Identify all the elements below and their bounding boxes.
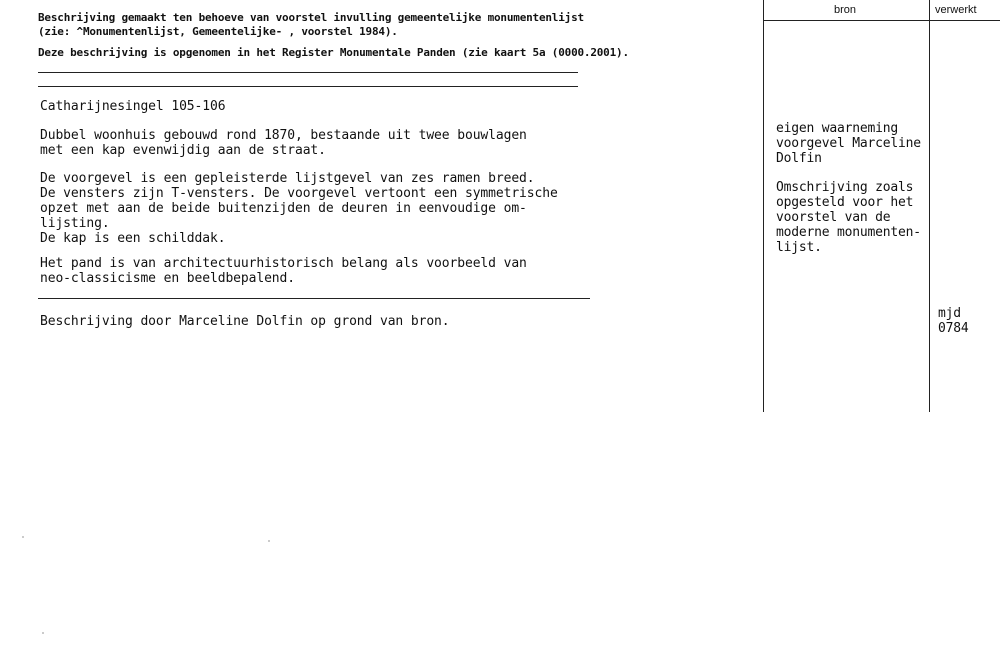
description-paragraph-1: Dubbel woonhuis gebouwd rond 1870, bestaande uit twee bouwlagen met een kap evenwijdig aan de straat. <box>40 128 527 158</box>
scan-speck <box>268 540 270 542</box>
divider-rule <box>38 298 590 299</box>
source-entry-2: Omschrijving zoals opgesteld voor het voorstel van de moderne monumenten- lijst. <box>776 180 921 255</box>
description-paragraph-3: Het pand is van architectuurhistorisch belang als voorbeeld van neo-classicisme en beeldbepalend. <box>40 256 527 286</box>
column-header-rule <box>763 20 1000 21</box>
scan-speck <box>42 632 44 634</box>
author-footer: Beschrijving door Marceline Dolfin op grond van bron. <box>40 314 450 329</box>
column-border-left <box>763 0 764 412</box>
description-paragraph-2: De voorgevel is een gepleisterde lijstgevel van zes ramen breed. De vensters zijn T-vensters. De voorgevel vertoont een symmetrische opzet met aan de beide buitenzijden de deuren in eenvoudige om- lijsting. De kap is een schilddak. <box>40 171 558 246</box>
column-header-verwerkt: verwerkt <box>935 4 977 16</box>
column-border-middle <box>929 0 930 412</box>
divider-rule <box>38 86 578 87</box>
address-heading: Catharijnesingel 105-106 <box>40 99 226 114</box>
header-line-1: Beschrijving gemaakt ten behoeve van voorstel invulling gemeentelijke monumentenlijst <box>38 11 584 24</box>
divider-rule <box>38 72 578 73</box>
column-header-bron: bron <box>834 4 857 16</box>
scan-speck <box>22 536 24 538</box>
processed-code: mjd 0784 <box>938 306 969 336</box>
header-line-3-text: Deze beschrijving is opgenomen in het Register Monumentale Panden (zie kaart 5a (0000.2001) <box>38 46 623 59</box>
source-entry-1: eigen waarneming voorgevel Marceline Dolfin <box>776 121 921 166</box>
header-line-2: (zie: ^Monumentenlijst, Gemeentelijke- , voorstel 1984). <box>38 25 398 38</box>
header-line-3 <box>38 46 629 60</box>
header-line-3-tail: . <box>622 46 629 59</box>
